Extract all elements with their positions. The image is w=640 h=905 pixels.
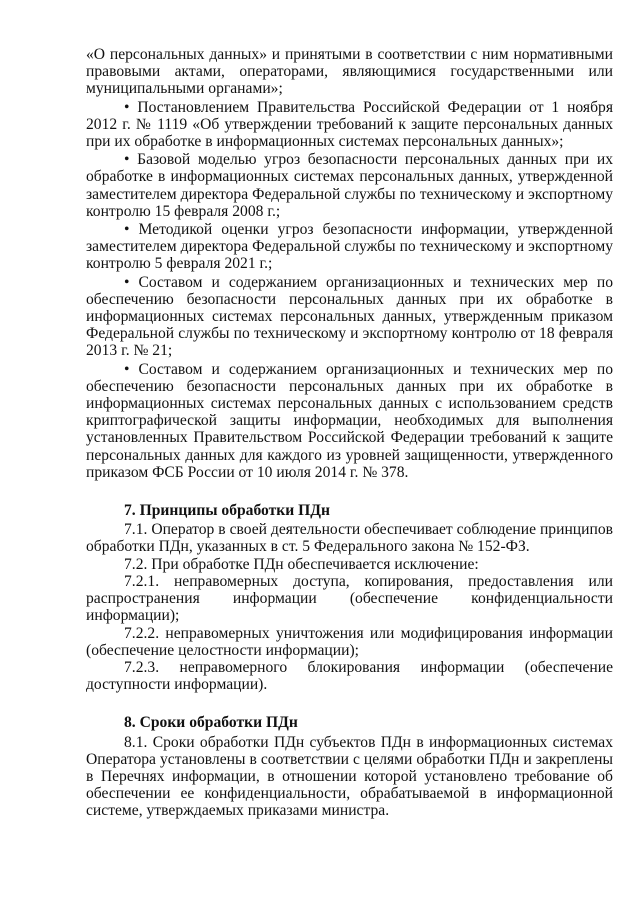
clause-7-2-2: 7.2.2. неправомерных уничтожения или модифицирования информации (обеспечение целостности информации); bbox=[86, 624, 613, 659]
clause-8-1: 8.1. Сроки обработки ПДн субъектов ПДн в информационных системах Оператора установлены в соответствии с целями обработки ПДн и закреплены в Перечнях информации, в отношении которой установлено требование об обеспечении ее конфиденциальности, обрабатываемой в информационной системе, утверждаемых приказами министра. bbox=[86, 733, 613, 820]
section-heading-8: 8. Сроки обработки ПДн bbox=[124, 714, 298, 732]
bullet-item-methodology: • Методикой оценки угроз безопасности информации, утвержденной заместителем директора Федеральной службы по техническому и экспортному контролю 5 февраля 2021 г.; bbox=[86, 221, 613, 273]
paragraph-continuation: «О персональных данных» и принятыми в соответствии с ним нормативными правовыми актами, операторами, являющимися государственными или муниципальными органами»; bbox=[86, 46, 613, 98]
clause-7-1: 7.1. Оператор в своей деятельности обеспечивает соблюдение принципов обработки ПДн, указанных в ст. 5 Федерального закона № 152-ФЗ. bbox=[86, 521, 613, 556]
bullet-item-fsb-378: • Составом и содержанием организационных и технических мер по обеспечению безопасности персональных данных при их обработке в информационных системах персональных данных с использованием средств криптографической защиты информации, необходимых для выполнения установленных Правительством Российской Федерации требований к защите персональных данных для каждого из уровней защищенности, утвержденного приказом ФСБ России от 10 июля 2014 г. № 378. bbox=[86, 361, 613, 481]
bullet-item-fstec-21: • Составом и содержанием организационных и технических мер по обеспечению безопасности персональных данных при их обработке в информационных системах персональных данных, утвержденным приказом Федеральной службы по техническому и экспортному контролю от 18 февраля 2013 г. № 21; bbox=[86, 274, 613, 360]
clause-7-2-3: 7.2.3. неправомерного блокирования информации (обеспечение доступности информации). bbox=[86, 658, 613, 694]
bullet-item-1119: • Постановлением Правительства Российской Федерации от 1 ноября 2012 г. № 1119 «Об утверждении требований к защите персональных данных при их обработке в информационных системах персональных данных»; bbox=[86, 99, 613, 151]
section-heading-7: 7. Принципы обработки ПДн bbox=[124, 502, 331, 520]
clause-7-2-1: 7.2.1. неправомерных доступа, копирования, предоставления или распространения информации (обеспечение конфиденциальности информации); bbox=[86, 572, 613, 625]
clause-7-2: 7.2. При обработке ПДн обеспечивается исключение: bbox=[124, 555, 479, 573]
bullet-item-threat-model: • Базовой моделью угроз безопасности персональных данных при их обработке в информационных системах персональных данных, утвержденной заместителем директора Федеральной службы по техническому и экспортному контролю 15 февраля 2008 г.; bbox=[86, 151, 613, 220]
